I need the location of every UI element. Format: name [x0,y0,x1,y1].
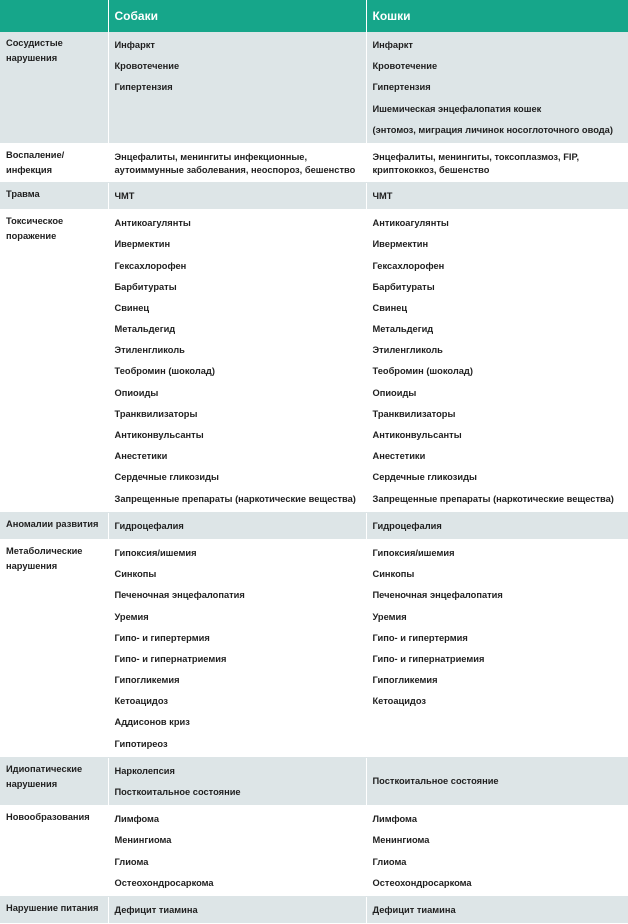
cats-cell [366,757,628,805]
category-cell: Идиопатические нарушения [0,757,108,805]
list-item: Антиконвульсанты [114,430,204,440]
list-item: Кетоацидоз [114,696,169,707]
list-item: Опиоиды [372,387,417,398]
list-item: Антикоагулянты [114,218,191,229]
header-category [0,0,108,32]
list-item: Кровотечение [372,61,438,72]
list-item: Менингиома [372,835,430,846]
dogs-cell [108,512,366,539]
list-item: Этиленгликоль [372,345,443,356]
list-item: Инфаркт [114,40,155,50]
table-row [0,210,628,513]
list-item: Гипо- и гипертермия [114,632,210,643]
table-row [0,182,628,209]
table-row [0,32,628,143]
list-item: Гипоксия/ишемия [114,547,197,558]
list-item: Метальдегид [372,324,434,335]
list-item: Лимфома [372,814,417,825]
list-item: Теобромин (шоколад) [372,366,473,377]
cats-cell [366,806,628,897]
list-item: Остеохондросаркома [372,877,472,888]
list-item: Сердечные гликозиды [114,472,219,483]
table-row [0,757,628,805]
list-item: Гипо- и гипернатриемия [114,653,227,664]
table-row [0,896,628,923]
list-item: Гипоксия/ишемия [372,547,455,558]
list-item: Гипертензия [372,82,431,93]
list-item: Инфаркт [372,40,413,50]
list-item: Запрещенные препараты (наркотические вещества) [372,493,614,504]
list-item: Энцефалиты, менингиты, токсоплазмоз, FIP, криптококкоз, бешенство [372,151,580,175]
header-cats: Кошки [366,0,628,32]
list-item: Гидроцефалия [372,520,442,531]
list-item: Глиома [114,856,149,867]
table-row [0,539,628,757]
list-item: Антиконвульсанты [372,430,462,440]
list-item: Гипогликемия [114,675,180,686]
list-item: Ивермектин [372,239,429,250]
list-item: Анестетики [114,451,168,462]
list-item: Барбитураты [372,281,435,292]
category-cell: Травма [0,182,108,209]
dogs-cell [108,757,366,805]
list-item: Теобромин (шоколад) [114,366,215,377]
list-item: Лимфома [114,814,159,825]
category-cell: Аномалии развития [0,512,108,539]
cats-cell [366,896,628,923]
list-item: (энтомоз, миграция личинок носоглоточного овода) [372,124,613,135]
list-item: Транквилизаторы [114,408,198,419]
list-item: Посткоитальное состояние [372,776,499,787]
list-item: Ишемическая энцефалопатия кошек [372,103,542,114]
dogs-cell [108,896,366,923]
list-item: Этиленгликоль [114,345,185,356]
cats-cell [366,512,628,539]
dogs-cell [108,806,366,897]
header-row [0,0,628,32]
list-item: Синкопы [372,569,415,580]
list-item: Глиома [372,856,407,867]
list-item: Кетоацидоз [372,696,427,707]
list-item: Опиоиды [114,387,159,398]
category-cell: Новообразования [0,806,108,897]
dogs-cell [108,539,366,757]
list-item: Гипогликемия [372,675,438,686]
header-dogs: Собаки [108,0,366,32]
list-item: Свинец [114,302,150,313]
table-row [0,143,628,182]
list-item: Печеночная энцефалопатия [114,590,245,601]
list-item: Гипертензия [114,82,173,93]
list-item: Дефицит тиамина [114,904,198,915]
cats-cell [366,182,628,209]
list-item: Барбитураты [114,281,177,292]
list-item: Кровотечение [114,61,180,72]
list-item: Гипо- и гипертермия [372,632,468,643]
table-row [0,512,628,539]
list-item: Гипотиреоз [114,738,168,749]
list-item: Свинец [372,302,408,313]
list-item: Транквилизаторы [372,408,456,419]
list-item: Энцефалиты, менингиты инфекционные, аутоиммунные заболевания, неоспороз, бешенство [114,151,356,175]
list-item: ЧМТ [114,190,135,201]
dogs-cell [108,210,366,513]
list-item: Аддисонов криз [114,717,190,728]
list-item: Уремия [114,611,149,622]
category-cell: Сосудистые нарушения [0,32,108,143]
table-row [0,806,628,897]
list-item: Гексахлорофен [114,260,187,271]
dogs-cell [108,182,366,209]
list-item: ЧМТ [372,190,393,201]
list-item: Ивермектин [114,239,171,250]
list-item: Гексахлорофен [372,260,445,271]
cats-cell [366,143,628,182]
category-cell: Метаболические нарушения [0,539,108,757]
list-item: Антикоагулянты [372,218,449,229]
list-item: Сердечные гликозиды [372,472,477,483]
list-item: Менингиома [114,835,172,846]
dogs-cell [108,32,366,143]
cats-cell [366,210,628,513]
list-item: Метальдегид [114,324,176,335]
cats-cell [366,32,628,143]
category-cell: Воспаление/ инфекция [0,143,108,182]
list-item: Печеночная энцефалопатия [372,590,503,601]
list-item: Анестетики [372,451,426,462]
list-item: Уремия [372,611,407,622]
category-cell: Токсическое поражение [0,210,108,513]
list-item: Посткоитальное состояние [114,787,241,797]
list-item: Синкопы [114,569,157,580]
list-item: Гидроцефалия [114,520,184,531]
list-item: Остеохондросаркома [114,877,214,888]
cats-cell [366,539,628,757]
list-item: Гипо- и гипернатриемия [372,653,485,664]
category-cell: Нарушение питания [0,896,108,923]
list-item: Нарколепсия [114,765,175,776]
list-item: Запрещенные препараты (наркотические вещества) [114,493,356,504]
list-item: Дефицит тиамина [372,904,456,915]
dogs-cell [108,143,366,182]
